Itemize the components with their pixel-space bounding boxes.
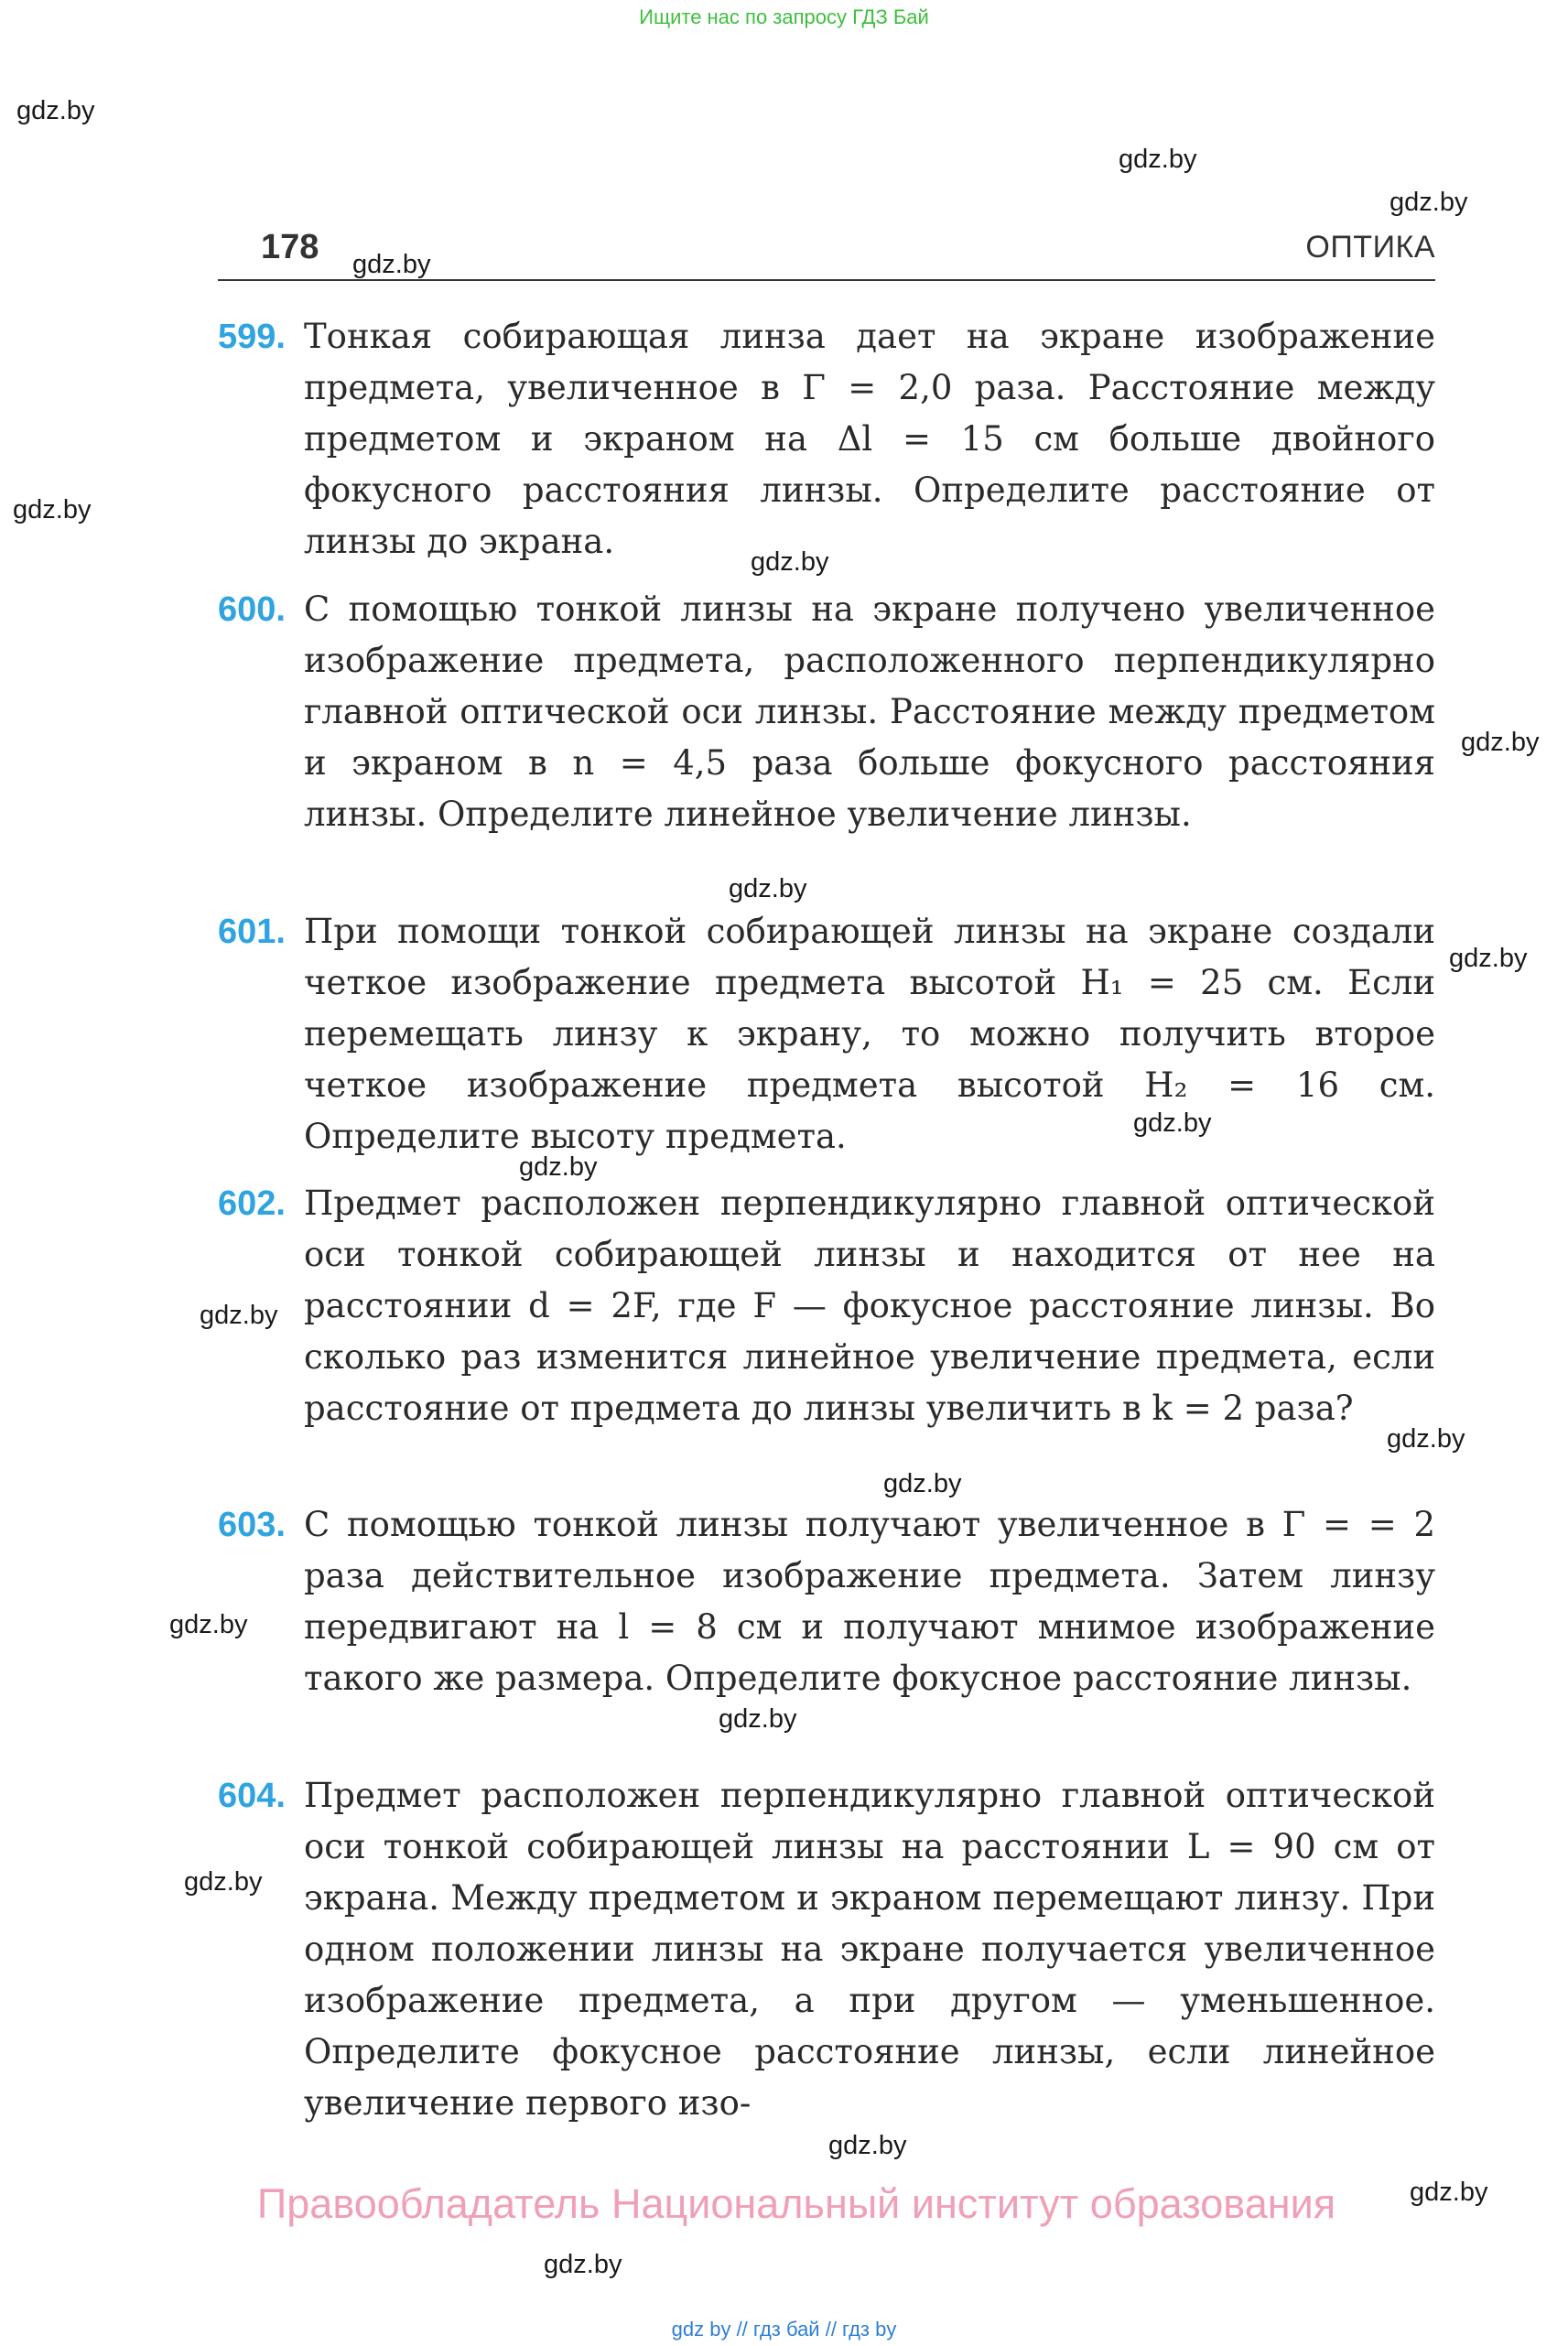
problem-number: 601.	[218, 913, 286, 951]
problem-602	[218, 1178, 1435, 1434]
watermark: gdz.by	[1449, 944, 1528, 973]
watermark: gdz.by	[1410, 2178, 1488, 2207]
section-title: ОПТИКА	[1305, 230, 1435, 265]
page-number: 178	[261, 228, 319, 266]
watermark: gdz.by	[719, 1704, 797, 1734]
copyright-notice: Правообладатель Национальный институт образования	[256, 2180, 1336, 2227]
problem-number: 599.	[218, 318, 286, 356]
problem-600	[218, 584, 1435, 840]
problem-number: 603.	[218, 1506, 286, 1544]
problem-number: 600.	[218, 590, 286, 629]
problem-text: Тонкая собирающая линза дает на экране изображение предмета, увеличенное в Γ = 2,0 раза. Расстояние между предметом и экраном на Δl = 15 см больше двойного фокусного расстояния линзы. Определите расстояние от линзы до экрана.	[304, 317, 1435, 561]
top-banner[interactable]: Ищите нас по запросу ГДЗ Бай	[639, 5, 929, 28]
problem-601	[218, 906, 1435, 1162]
watermark: gdz.by	[751, 547, 829, 577]
watermark: gdz.by	[729, 874, 807, 903]
problem-number: 604.	[218, 1777, 286, 1815]
watermark: gdz.by	[828, 2131, 907, 2160]
watermark: gdz.by	[1390, 188, 1468, 217]
watermark: gdz.by	[200, 1301, 278, 1330]
watermark: gdz.by	[544, 2250, 622, 2279]
watermark: gdz.by	[519, 1152, 598, 1182]
problem-text: С помощью тонкой линзы получают увеличенное в Γ = = 2 раза действительное изображение предмета. Затем линзу передвигают на l = 8 см и получают мнимое изображение такого же размера. Определите фокусное расстояние линзы.	[304, 1505, 1435, 1698]
problem-text: Предмет расположен перпендикулярно главной оптической оси тонкой собирающей линзы и находится от нее на расстоянии d = 2F, где F — фокусное расстояние линзы. Во сколько раз изменится линейное увеличение предмета, если расстояние от предмета до линзы увеличить в k = 2 раза?	[304, 1184, 1435, 1428]
problem-text: Предмет расположен перпендикулярно главной оптической оси тонкой собирающей линзы на расстоянии L = 90 см от экрана. Между предметом и экраном перемещают линзу. При одном положении линзы на экране получается увеличенное изображение предмета, а при другом — уменьшенное. Определите фокусное расстояние линзы, если линейное увеличение первого изо-	[304, 1776, 1435, 2123]
watermark: gdz.by	[352, 250, 431, 279]
watermark: gdz.by	[13, 495, 92, 524]
watermark: gdz.by	[1133, 1108, 1212, 1138]
watermark: gdz.by	[169, 1610, 248, 1639]
problem-603	[218, 1499, 1435, 1704]
watermark: gdz.by	[184, 1867, 263, 1897]
watermark: gdz.by	[1461, 728, 1540, 757]
problem-text: С помощью тонкой линзы на экране получено увеличенное изображение предмета, расположенного перпендикулярно главной оптической оси линзы. Расстояние между предметом и экраном в n = 4,5 раза больше фокусного расстояния линзы. Определите линейное увеличение линзы.	[304, 589, 1435, 834]
problem-number: 602.	[218, 1184, 286, 1223]
bottom-banner[interactable]: gdz by // гдз бай // гдз by	[671, 2318, 897, 2341]
watermark: gdz.by	[16, 96, 95, 125]
problem-604	[218, 1770, 1435, 2129]
watermark: gdz.by	[1387, 1424, 1465, 1454]
problem-text: При помощи тонкой собирающей линзы на экране создали четкое изображение предмета высотой H₁ = 25 см. Если перемещать линзу к экрану, то можно получить второе четкое изображение предмета высотой H₂ = 16 см. Определите высоту предмета.	[304, 912, 1435, 1156]
watermark: gdz.by	[1119, 145, 1197, 174]
problem-599	[218, 311, 1435, 568]
watermark: gdz.by	[883, 1469, 962, 1498]
